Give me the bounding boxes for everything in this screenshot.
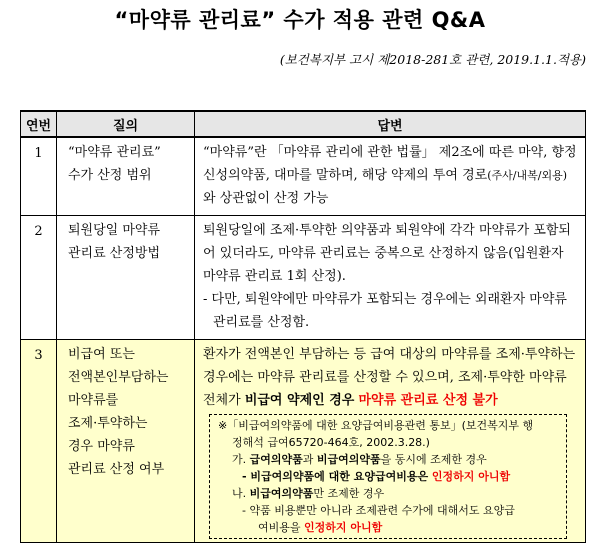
question-line: 조제·투약하는 bbox=[68, 415, 148, 431]
note-line bbox=[218, 485, 560, 502]
qa-table bbox=[20, 110, 586, 543]
answer-warning-text: 마약류 관리료 산정 불가 bbox=[358, 392, 498, 408]
table-row bbox=[21, 137, 586, 215]
row-number: 3 bbox=[21, 339, 57, 542]
row-answer bbox=[195, 339, 586, 542]
answer-text: 퇴원당일에 조제·투약한 의약품과 퇴원약에 각각 마약류가 포함되어 있더라도, 마약류 관리료는 중복으로 산정하지 않음(입원환자 마약류 관리료 1회 산정). bbox=[203, 222, 571, 284]
table-row bbox=[21, 215, 586, 339]
note-bold: 비급여의약품 bbox=[249, 486, 314, 500]
row-number: 1 bbox=[21, 137, 57, 215]
answer-text: “마약류”란 「마약류 관리에 관한 법률」 제2조에 따른 마약, 향정신성의약품, 대마를 말하며, 해당 약제의 투여 경로 bbox=[203, 145, 577, 183]
note-text: 과 bbox=[302, 452, 317, 466]
answer-bold-text: 비급여 약제인 경우 bbox=[244, 392, 355, 408]
note-line bbox=[218, 468, 560, 485]
page-subtitle: (보건복지부 고시 제2018-281호 관련, 2019.1.1.적용) bbox=[279, 52, 586, 67]
question-line: 비급여 또는 bbox=[68, 346, 135, 362]
note-text: 나. bbox=[232, 486, 250, 500]
question-line: 관리료 산정방법 bbox=[68, 245, 161, 261]
header-question: 질의 bbox=[57, 111, 195, 137]
answer-text: 와 상관없이 산정 가능 bbox=[203, 191, 329, 206]
note-line bbox=[218, 451, 560, 468]
row-question bbox=[57, 215, 195, 339]
note-bold: 비급여의약품 bbox=[316, 452, 381, 466]
note-text: 을 동시에 조제한 경우 bbox=[380, 452, 487, 466]
header-answer: 답변 bbox=[195, 111, 586, 137]
note-line: 정해석 급여65720-464호, 2002.3.28.) bbox=[232, 435, 430, 449]
answer-text bbox=[203, 343, 579, 412]
row-answer bbox=[195, 137, 586, 215]
page-title: “마약류 관리료” 수가 적용 관련 Q&A bbox=[114, 8, 486, 32]
note-warning: 인정하지 아니함 bbox=[304, 520, 383, 534]
question-line: 관리료 산정 여부 bbox=[68, 461, 165, 477]
table-header-row bbox=[21, 111, 586, 137]
table-row bbox=[21, 339, 586, 542]
question-line: 수가 산정 범위 bbox=[68, 168, 152, 183]
question-line: 마약류를 bbox=[68, 392, 119, 408]
question-line: 전액본인부담하는 bbox=[68, 369, 169, 385]
note-text: 여비용을 bbox=[258, 520, 305, 534]
question-line: “마약류 관리료” bbox=[68, 145, 161, 160]
row-question bbox=[57, 137, 195, 215]
question-line: 경우 마약류 bbox=[68, 438, 135, 454]
answer-body: 환자가 전액본인 부담하는 등 급여 대상의 마약류를 조제·투약하는 경우에는 마약류 관리료를 산정할 수 있으며, 조제·투약한 마약류 전체가 bbox=[203, 346, 576, 408]
note-line bbox=[218, 519, 560, 536]
note-line: - 약품 비용뿐만 아니라 조제관련 수가에 대해서도 요양급 bbox=[242, 503, 515, 517]
row-number: 2 bbox=[21, 215, 57, 339]
question-line: 퇴원당일 마약류 bbox=[68, 222, 161, 238]
note-text: 만 조제한 경우 bbox=[313, 486, 385, 500]
answer-small-text: (주사/내복/외용) bbox=[487, 169, 567, 182]
note-bold: 급여의약품 bbox=[249, 452, 303, 466]
reference-note-box bbox=[209, 414, 567, 539]
row-answer bbox=[195, 215, 586, 339]
note-warning: 인정하지 아니함 bbox=[431, 469, 511, 483]
header-no: 연번 bbox=[21, 111, 57, 137]
row-question bbox=[57, 339, 195, 542]
note-text: 가. bbox=[232, 452, 250, 466]
note-bold: - 비급여의약품에 대한 요양급여비용은 bbox=[242, 469, 432, 483]
answer-extra-text: - 다만, 퇴원약에만 마약류가 포함되는 경우에는 외래환자 마약류 관리료를 산정함. bbox=[203, 291, 567, 330]
note-line: ※「비급여의약품에 대한 요양급여비용관련 통보」(보건복지부 행 bbox=[218, 418, 534, 432]
